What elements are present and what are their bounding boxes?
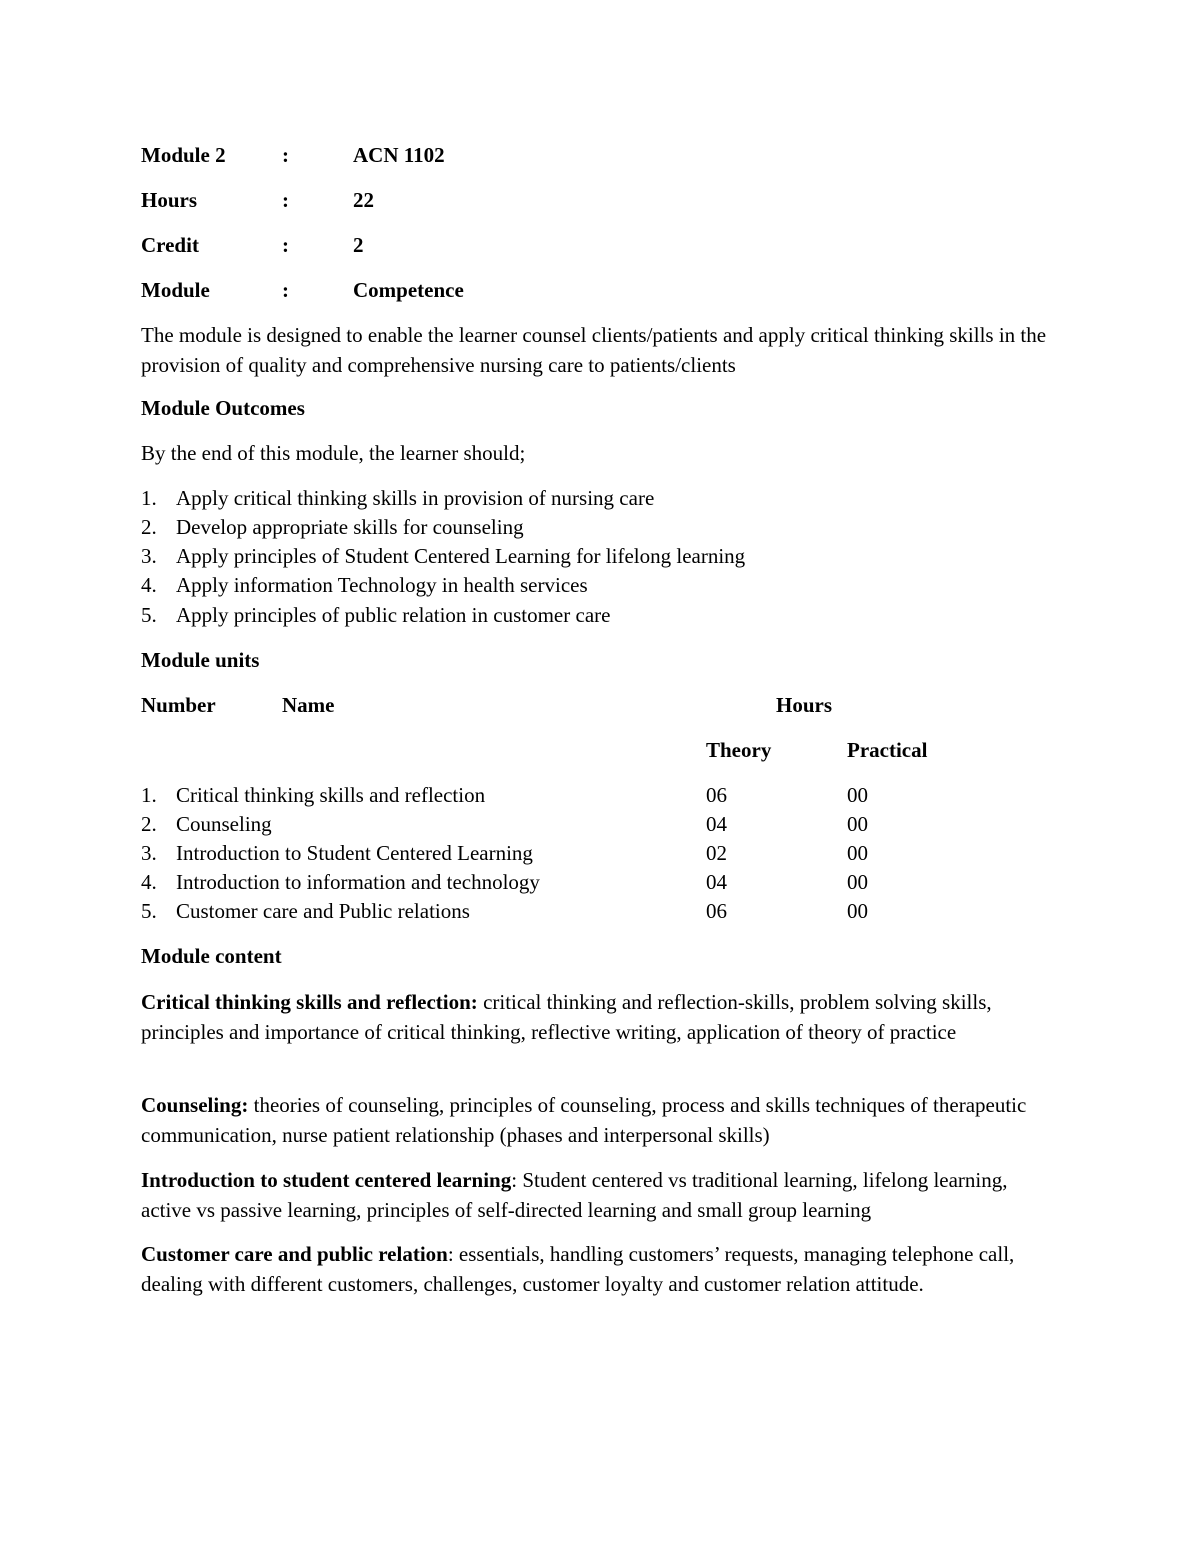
unit-theory-hours: 04 xyxy=(706,870,727,894)
unit-number: 2. xyxy=(141,812,157,836)
unit-practical-hours: 00 xyxy=(847,870,868,894)
meta-sep: : xyxy=(282,188,289,212)
meta-row-module-name xyxy=(141,278,741,306)
unit-name: Critical thinking skills and reflection xyxy=(176,783,486,807)
unit-theory-hours: 04 xyxy=(706,812,727,836)
meta-key: Hours xyxy=(141,188,198,212)
content-section-title: Introduction to student centered learning xyxy=(141,1168,512,1192)
units-col-hours: Hours xyxy=(776,693,833,717)
content-section-student-centered-learning xyxy=(141,1166,1056,1225)
unit-theory-hours: 02 xyxy=(706,841,727,865)
meta-key: Module xyxy=(141,278,210,302)
content-section-customer-care xyxy=(141,1240,1056,1299)
content-heading: Module content xyxy=(141,944,282,968)
list-item-number: 5. xyxy=(141,603,157,627)
list-item-number: 2. xyxy=(141,515,157,539)
list-item-text: Apply principles of Student Centered Learning for lifelong learning xyxy=(176,544,746,568)
meta-value: ACN 1102 xyxy=(353,143,445,167)
list-item-text: Develop appropriate skills for counseling xyxy=(176,515,524,539)
unit-practical-hours: 00 xyxy=(847,783,868,807)
meta-key: Credit xyxy=(141,233,199,257)
meta-value: 2 xyxy=(353,233,364,257)
meta-row-module-code xyxy=(141,143,741,171)
content-section-critical-thinking xyxy=(141,988,1056,1047)
unit-number: 1. xyxy=(141,783,157,807)
units-col-number: Number xyxy=(141,693,216,717)
unit-name: Introduction to information and technology xyxy=(176,870,540,894)
unit-theory-hours: 06 xyxy=(706,899,727,923)
list-item-text: Apply principles of public relation in customer care xyxy=(176,603,611,627)
content-section-body: : essentials, handling customers’ requests, managing telephone call, dealing with different customers, challenges, customer loyalty and customer relation attitude. xyxy=(141,1242,1015,1296)
intro-paragraph: The module is designed to enable the learner counsel clients/patients and apply critical thinking skills in the provision of quality and comprehensive nursing care to patients/clients xyxy=(141,323,1047,377)
content-section-title: Critical thinking skills and reflection: xyxy=(141,990,478,1014)
meta-row-hours xyxy=(141,188,741,216)
list-item-number: 1. xyxy=(141,486,157,510)
unit-number: 4. xyxy=(141,870,157,894)
unit-practical-hours: 00 xyxy=(847,812,868,836)
list-item-text: Apply information Technology in health services xyxy=(176,573,588,597)
list-item-text: Apply critical thinking skills in provision of nursing care xyxy=(176,486,655,510)
units-col-name: Name xyxy=(282,693,335,717)
meta-value: 22 xyxy=(353,188,374,212)
unit-number: 3. xyxy=(141,841,157,865)
list-item-number: 3. xyxy=(141,544,157,568)
content-section-body: critical thinking and reflection-skills, problem solving skills, principles and importance of critical thinking, reflective writing, application of theory of practice xyxy=(141,990,992,1044)
outcomes-lead: By the end of this module, the learner should; xyxy=(141,441,526,465)
meta-sep: : xyxy=(282,233,289,257)
unit-number: 5. xyxy=(141,899,157,923)
unit-practical-hours: 00 xyxy=(847,841,868,865)
content-section-title: Counseling: xyxy=(141,1093,249,1117)
meta-value: Competence xyxy=(353,278,464,302)
content-section-title: Customer care and public relation xyxy=(141,1242,448,1266)
content-section-body: : Student centered vs traditional learning, lifelong learning, active vs passive learning, principles of self-directed learning and small group learning xyxy=(141,1168,1008,1222)
unit-theory-hours: 06 xyxy=(706,783,727,807)
unit-name: Introduction to Student Centered Learning xyxy=(176,841,533,865)
content-section-body: theories of counseling, principles of counseling, process and skills techniques of therapeutic communication, nurse patient relationship (phases and interpersonal skills) xyxy=(141,1093,1027,1147)
unit-name: Counseling xyxy=(176,812,272,836)
units-col-practical: Practical xyxy=(847,738,928,762)
meta-sep: : xyxy=(282,143,289,167)
unit-practical-hours: 00 xyxy=(847,899,868,923)
units-heading: Module units xyxy=(141,648,260,672)
list-item-number: 4. xyxy=(141,573,157,597)
content-section-counseling xyxy=(141,1091,1056,1150)
unit-name: Customer care and Public relations xyxy=(176,899,470,923)
outcomes-heading: Module Outcomes xyxy=(141,396,305,420)
meta-row-credit xyxy=(141,233,741,261)
units-col-theory: Theory xyxy=(706,738,772,762)
meta-sep: : xyxy=(282,278,289,302)
meta-key: Module 2 xyxy=(141,143,226,167)
